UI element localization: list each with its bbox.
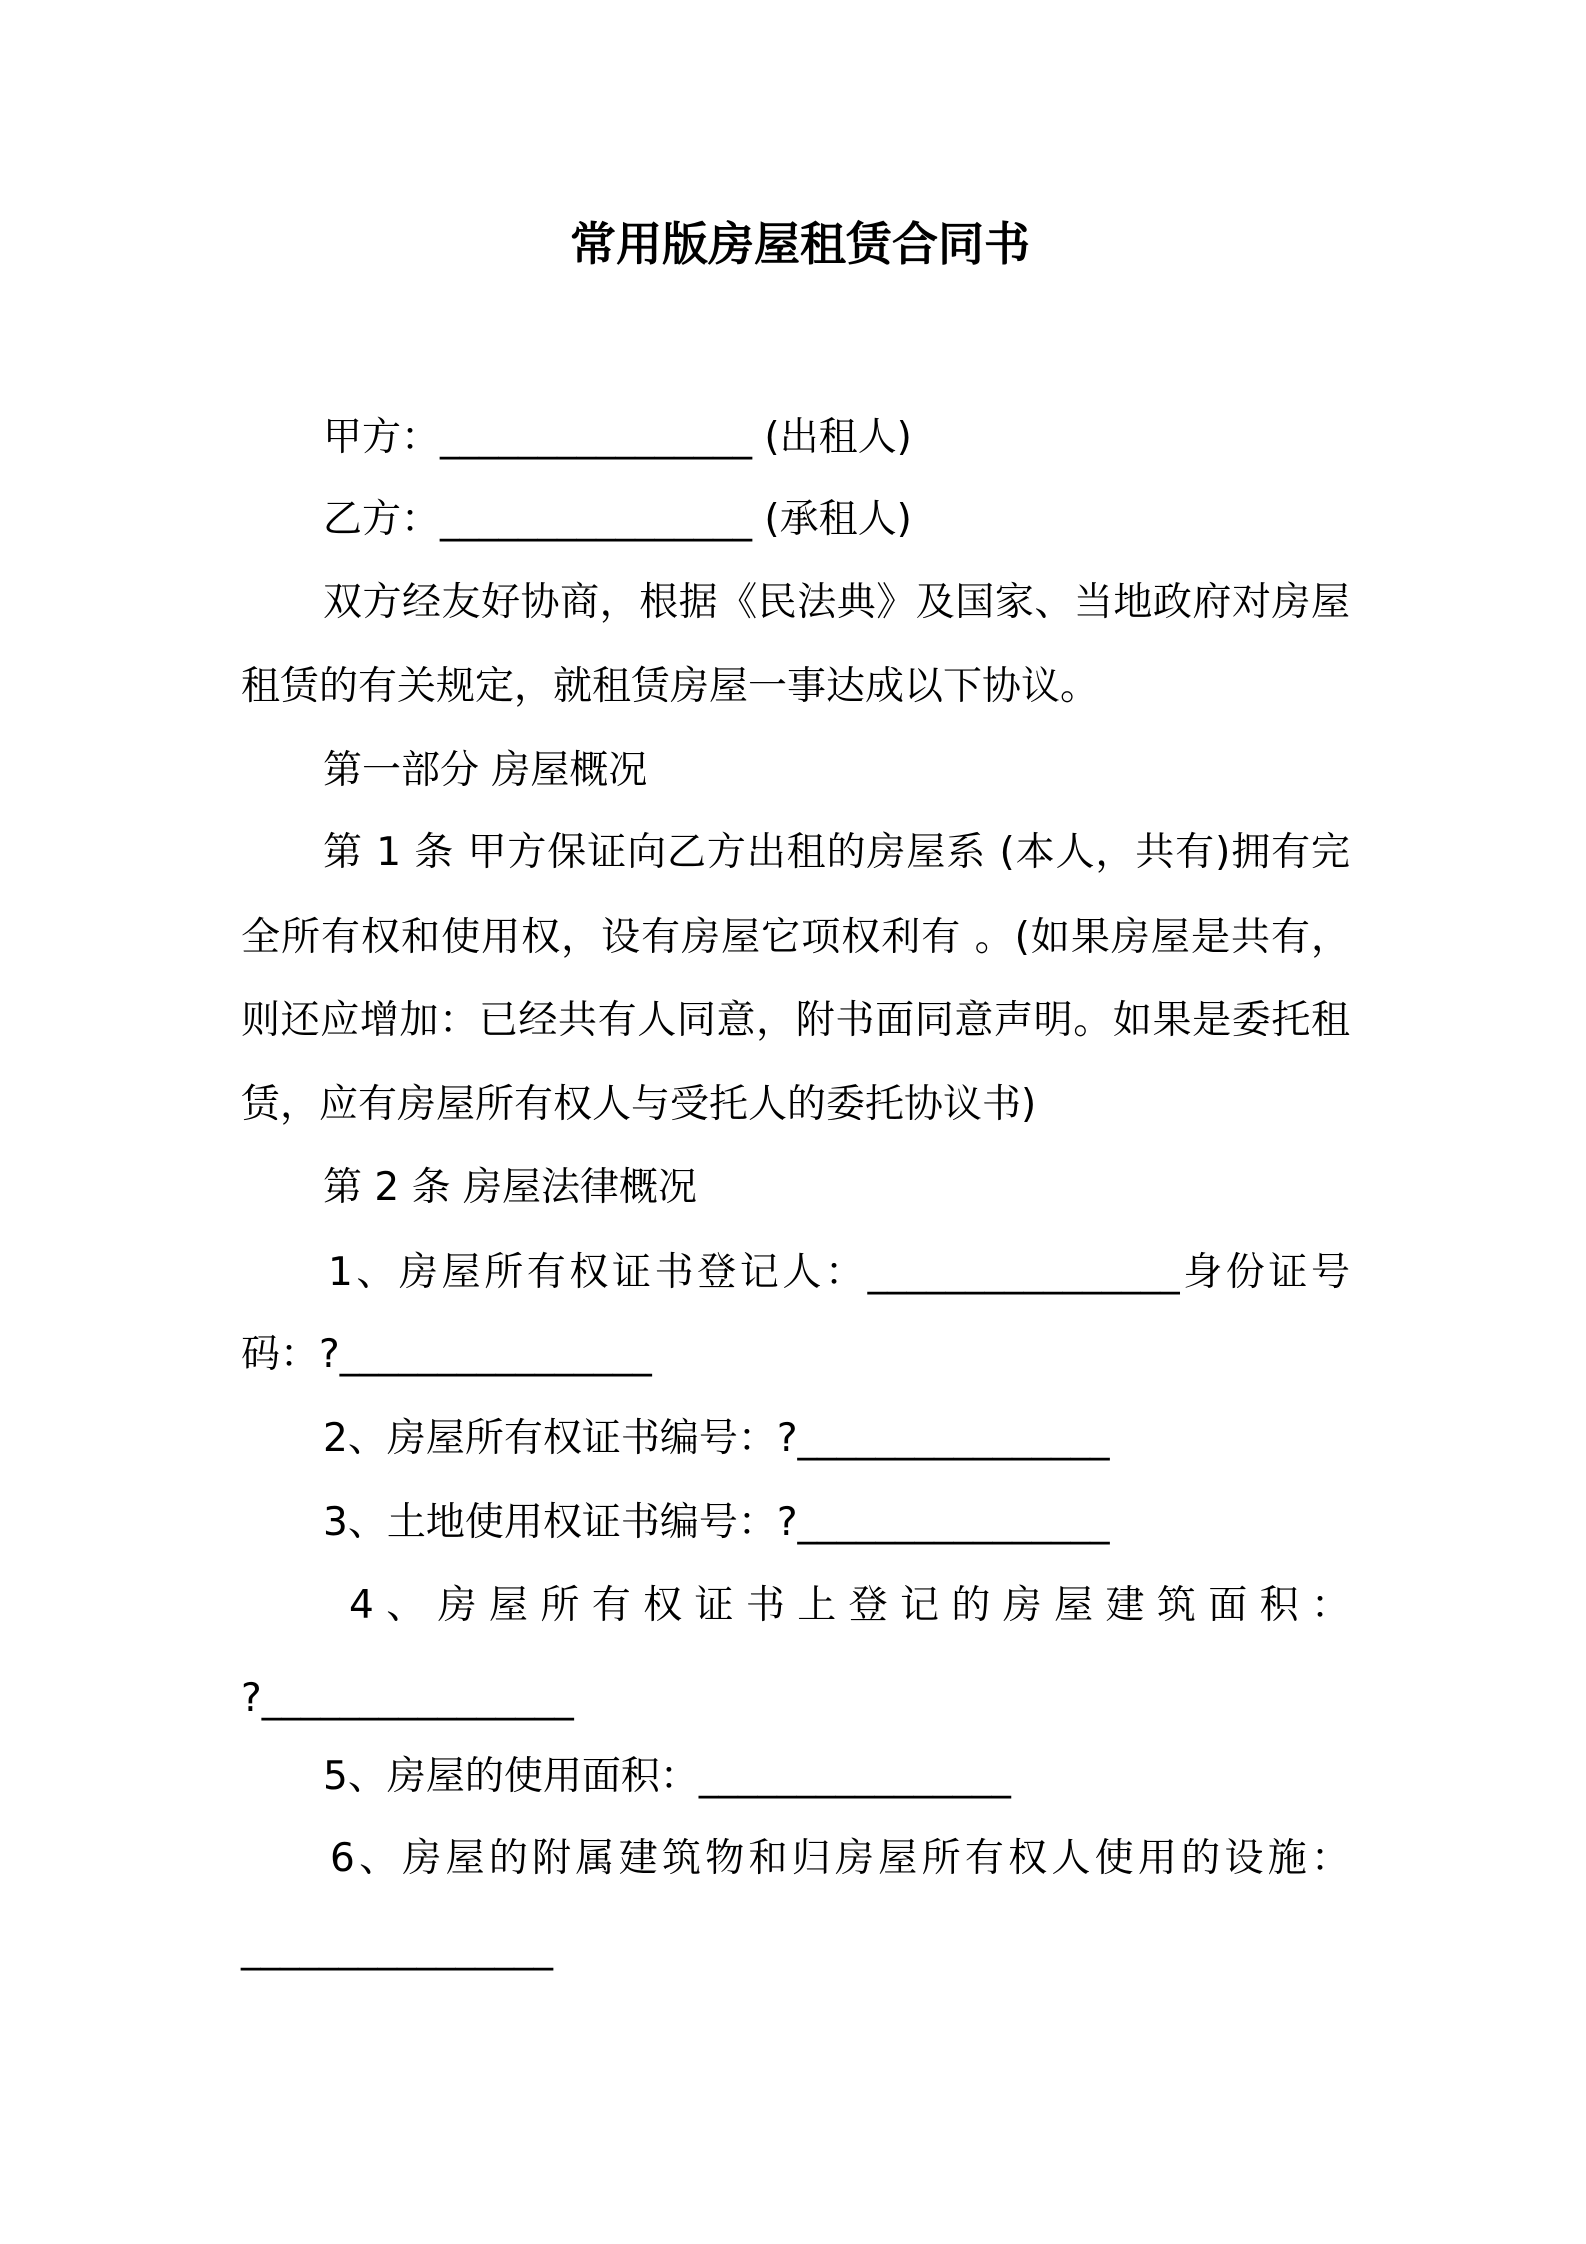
article-2-item-line: 码：?________________ [241, 1332, 652, 1377]
preamble-line: 双方经友好协商，根据《民法典》及国家、当地政府对房屋 [323, 580, 1350, 625]
preamble-line: 租赁的有关规定，就租赁房屋一事达成以下协议。 [241, 664, 1100, 709]
article-2-heading: 第 2 条 房屋法律概况 [323, 1165, 698, 1210]
part-1-heading: 第一部分 房屋概况 [323, 748, 648, 793]
document-title: 常用版房屋租赁合同书 [570, 217, 1030, 271]
article-2-item-line: 5、房屋的使用面积：________________ [323, 1754, 1011, 1799]
article-2-item-line: 6、房屋的附属建筑物和归房屋所有权人使用的设施： [330, 1836, 1350, 1881]
article-1-line: 第 1 条 甲方保证向乙方出租的房屋系 (本人，共有)拥有完 [323, 830, 1350, 875]
party-b-line: 乙方：________________ (承租人) [323, 497, 912, 542]
article-2-item-line: 1、房屋所有权证书登记人：________________身份证号 [328, 1250, 1350, 1295]
article-1-line: 全所有权和使用权，设有房屋它项权利有 。(如果房屋是共有， [241, 915, 1350, 960]
article-2-item-line: ?________________ [241, 1676, 574, 1721]
article-2-item-line: 3、土地使用权证书编号：?________________ [323, 1500, 1110, 1545]
article-2-item-line: 2、房屋所有权证书编号：?________________ [323, 1416, 1110, 1461]
article-1-line: 赁，应有房屋所有权人与受托人的委托协议书) [241, 1082, 1037, 1127]
party-a-line: 甲方：________________ (出租人) [323, 415, 912, 460]
article-2-item-line: ________________ [241, 1926, 553, 1971]
article-2-item-line: 4、房屋所有权证书上登记的房屋建筑面积： [349, 1583, 1350, 1628]
article-1-line: 则还应增加：已经共有人同意，附书面同意声明。如果是委托租 [241, 998, 1350, 1043]
